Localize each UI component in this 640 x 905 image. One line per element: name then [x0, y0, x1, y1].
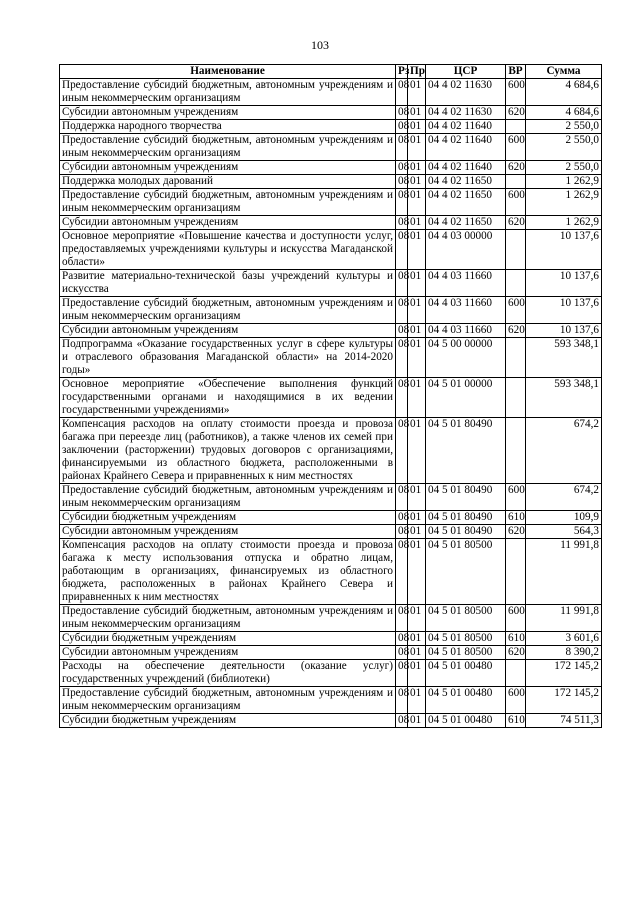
table-row: [60, 539, 602, 605]
cell-rz: 08: [396, 714, 408, 728]
cell-sum: 674,2: [526, 418, 602, 484]
cell-pr: 01: [408, 230, 426, 270]
cell-pr: 01: [408, 418, 426, 484]
cell-pr: 01: [408, 189, 426, 216]
cell-pr: 01: [408, 79, 426, 106]
cell-vr: [506, 120, 526, 134]
cell-sum: 172 145,2: [526, 660, 602, 687]
cell-rz: 08: [396, 175, 408, 189]
cell-vr: 620: [506, 216, 526, 230]
cell-pr: 01: [408, 378, 426, 418]
cell-rz: 08: [396, 484, 408, 511]
cell-rz: 08: [396, 378, 408, 418]
cell-pr: 01: [408, 646, 426, 660]
cell-csr: 04 4 03 11660: [426, 297, 506, 324]
cell-pr: 01: [408, 324, 426, 338]
cell-csr: 04 4 02 11640: [426, 120, 506, 134]
table-row: [60, 189, 602, 216]
cell-csr: 04 4 02 11650: [426, 216, 506, 230]
cell-csr: 04 4 02 11630: [426, 79, 506, 106]
cell-rz: 08: [396, 646, 408, 660]
table-row: [60, 216, 602, 230]
cell-csr: 04 5 00 00000: [426, 338, 506, 378]
cell-csr: 04 5 01 80490: [426, 511, 506, 525]
cell-csr: 04 4 02 11640: [426, 161, 506, 175]
cell-pr: 01: [408, 106, 426, 120]
cell-name: Основное мероприятие «Обеспечение выполнения функций государственными органами и находящимися в их ведении государственными учреждениями»: [60, 378, 396, 418]
cell-pr: 01: [408, 175, 426, 189]
table-row: [60, 120, 602, 134]
table-row: [60, 161, 602, 175]
cell-sum: 674,2: [526, 484, 602, 511]
cell-sum: 10 137,6: [526, 324, 602, 338]
cell-name: Предоставление субсидий бюджетным, автономным учреждениям и иным некоммерческим организациям: [60, 79, 396, 106]
table-row: [60, 418, 602, 484]
cell-vr: [506, 175, 526, 189]
header-rz: Рз: [396, 65, 408, 79]
cell-sum: 4 684,6: [526, 106, 602, 120]
cell-csr: 04 5 01 00000: [426, 378, 506, 418]
table-header-row: [60, 65, 602, 79]
cell-pr: 01: [408, 660, 426, 687]
cell-vr: 600: [506, 134, 526, 161]
cell-pr: 01: [408, 297, 426, 324]
table-row: [60, 175, 602, 189]
cell-name: Компенсация расходов на оплату стоимости проезда и провоза багажа при переезде лиц (работников), а также членов их семей при заключении (расторжении) трудовых договоров с организациями, финансируемыми из областного бюджета, расположенными в районах Крайнего Севера и приравненных к ним местностях: [60, 418, 396, 484]
cell-vr: 610: [506, 714, 526, 728]
cell-sum: 10 137,6: [526, 230, 602, 270]
cell-csr: 04 4 02 11630: [426, 106, 506, 120]
cell-rz: 08: [396, 270, 408, 297]
cell-vr: 610: [506, 511, 526, 525]
cell-sum: 1 262,9: [526, 175, 602, 189]
cell-sum: 3 601,6: [526, 632, 602, 646]
page-number: 103: [311, 38, 329, 52]
cell-rz: 08: [396, 539, 408, 605]
cell-rz: 08: [396, 230, 408, 270]
cell-sum: 11 991,8: [526, 539, 602, 605]
cell-name: Основное мероприятие «Повышение качества и доступности услуг, предоставляемых учреждениями культуры и искусства Магаданской области»: [60, 230, 396, 270]
cell-vr: 620: [506, 525, 526, 539]
cell-rz: 08: [396, 338, 408, 378]
cell-csr: 04 4 02 11650: [426, 189, 506, 216]
cell-sum: 564,3: [526, 525, 602, 539]
cell-sum: 2 550,0: [526, 120, 602, 134]
cell-sum: 1 262,9: [526, 189, 602, 216]
table-row: [60, 270, 602, 297]
cell-sum: 74 511,3: [526, 714, 602, 728]
table-row: [60, 134, 602, 161]
table-row: [60, 511, 602, 525]
cell-pr: 01: [408, 525, 426, 539]
cell-sum: 4 684,6: [526, 79, 602, 106]
cell-name: Предоставление субсидий бюджетным, автономным учреждениям и иным некоммерческим организациям: [60, 687, 396, 714]
header-sum: Сумма: [526, 65, 602, 79]
cell-name: Расходы на обеспечение деятельности (оказание услуг) государственных учреждений (библиотеки): [60, 660, 396, 687]
cell-vr: 620: [506, 324, 526, 338]
cell-vr: 600: [506, 189, 526, 216]
cell-pr: 01: [408, 511, 426, 525]
cell-rz: 08: [396, 134, 408, 161]
table-row: [60, 297, 602, 324]
cell-name: Поддержка молодых дарований: [60, 175, 396, 189]
cell-vr: [506, 418, 526, 484]
cell-pr: 01: [408, 270, 426, 297]
cell-rz: 08: [396, 120, 408, 134]
cell-vr: 600: [506, 687, 526, 714]
table-row: [60, 338, 602, 378]
cell-name: Субсидии автономным учреждениям: [60, 106, 396, 120]
cell-rz: 08: [396, 297, 408, 324]
cell-pr: 01: [408, 539, 426, 605]
cell-vr: 620: [506, 161, 526, 175]
cell-vr: [506, 270, 526, 297]
cell-rz: 08: [396, 660, 408, 687]
table-row: [60, 646, 602, 660]
cell-rz: 08: [396, 511, 408, 525]
cell-vr: 600: [506, 79, 526, 106]
cell-rz: 08: [396, 161, 408, 175]
cell-vr: [506, 539, 526, 605]
cell-vr: 600: [506, 297, 526, 324]
cell-sum: 10 137,6: [526, 270, 602, 297]
header-name: Наименование: [60, 65, 396, 79]
cell-vr: 620: [506, 646, 526, 660]
cell-name: Субсидии автономным учреждениям: [60, 324, 396, 338]
cell-csr: 04 5 01 00480: [426, 714, 506, 728]
cell-vr: 600: [506, 484, 526, 511]
table-row: [60, 660, 602, 687]
cell-sum: 109,9: [526, 511, 602, 525]
cell-rz: 08: [396, 605, 408, 632]
header-csr: ЦСР: [426, 65, 506, 79]
table-row: [60, 484, 602, 511]
cell-sum: 2 550,0: [526, 134, 602, 161]
cell-csr: 04 5 01 00480: [426, 660, 506, 687]
cell-csr: 04 5 01 80490: [426, 525, 506, 539]
cell-sum: 172 145,2: [526, 687, 602, 714]
cell-name: Подпрограмма «Оказание государственных услуг в сфере культуры и отраслевого образования Магаданской области» на 2014-2020 годы»: [60, 338, 396, 378]
cell-csr: 04 5 01 80500: [426, 646, 506, 660]
cell-sum: 593 348,1: [526, 378, 602, 418]
cell-name: Предоставление субсидий бюджетным, автономным учреждениям и иным некоммерческим организациям: [60, 605, 396, 632]
cell-name: Предоставление субсидий бюджетным, автономным учреждениям и иным некоммерческим организациям: [60, 297, 396, 324]
cell-name: Развитие материально-технической базы учреждений культуры и искусства: [60, 270, 396, 297]
cell-vr: [506, 338, 526, 378]
cell-name: Субсидии бюджетным учреждениям: [60, 511, 396, 525]
cell-rz: 08: [396, 79, 408, 106]
cell-rz: 08: [396, 189, 408, 216]
cell-pr: 01: [408, 484, 426, 511]
cell-pr: 01: [408, 338, 426, 378]
cell-name: Предоставление субсидий бюджетным, автономным учреждениям и иным некоммерческим организациям: [60, 189, 396, 216]
cell-csr: 04 5 01 00480: [426, 687, 506, 714]
cell-name: Предоставление субсидий бюджетным, автономным учреждениям и иным некоммерческим организациям: [60, 484, 396, 511]
cell-pr: 01: [408, 161, 426, 175]
table-row: [60, 632, 602, 646]
budget-table: [59, 64, 602, 728]
cell-csr: 04 4 02 11650: [426, 175, 506, 189]
cell-rz: 08: [396, 418, 408, 484]
cell-csr: 04 5 01 80490: [426, 484, 506, 511]
cell-name: Поддержка народного творчества: [60, 120, 396, 134]
table-row: [60, 605, 602, 632]
table-body: [60, 79, 602, 728]
cell-name: Субсидии бюджетным учреждениям: [60, 632, 396, 646]
table-row: [60, 687, 602, 714]
cell-csr: 04 5 01 80500: [426, 605, 506, 632]
cell-name: Предоставление субсидий бюджетным, автономным учреждениям и иным некоммерческим организациям: [60, 134, 396, 161]
cell-csr: 04 4 03 11660: [426, 324, 506, 338]
cell-rz: 08: [396, 216, 408, 230]
cell-name: Субсидии автономным учреждениям: [60, 646, 396, 660]
table-row: [60, 525, 602, 539]
cell-sum: 8 390,2: [526, 646, 602, 660]
cell-rz: 08: [396, 324, 408, 338]
cell-pr: 01: [408, 605, 426, 632]
cell-sum: 10 137,6: [526, 297, 602, 324]
cell-pr: 01: [408, 120, 426, 134]
cell-rz: 08: [396, 687, 408, 714]
cell-pr: 01: [408, 134, 426, 161]
cell-rz: 08: [396, 525, 408, 539]
cell-name: Субсидии автономным учреждениям: [60, 216, 396, 230]
cell-pr: 01: [408, 687, 426, 714]
cell-rz: 08: [396, 106, 408, 120]
table-row: [60, 106, 602, 120]
cell-csr: 04 5 01 80500: [426, 632, 506, 646]
cell-pr: 01: [408, 632, 426, 646]
cell-sum: 1 262,9: [526, 216, 602, 230]
table-row: [60, 79, 602, 106]
table-row: [60, 378, 602, 418]
cell-csr: 04 4 02 11640: [426, 134, 506, 161]
cell-vr: 610: [506, 632, 526, 646]
cell-name: Субсидии автономным учреждениям: [60, 161, 396, 175]
cell-csr: 04 5 01 80490: [426, 418, 506, 484]
cell-name: Субсидии бюджетным учреждениям: [60, 714, 396, 728]
table-row: [60, 230, 602, 270]
cell-pr: 01: [408, 714, 426, 728]
cell-rz: 08: [396, 632, 408, 646]
cell-sum: 11 991,8: [526, 605, 602, 632]
header-vr: ВР: [506, 65, 526, 79]
cell-vr: [506, 230, 526, 270]
cell-vr: 600: [506, 605, 526, 632]
cell-vr: [506, 378, 526, 418]
table-row: [60, 714, 602, 728]
cell-sum: 593 348,1: [526, 338, 602, 378]
cell-name: Компенсация расходов на оплату стоимости проезда и провоза багажа к месту использования отпуска и обратно лицам, работающим в организациях, финансируемых из областного бюджета, расположенных в районах Крайнего Севера и приравненных к ним местностях: [60, 539, 396, 605]
header-pr: Пр: [408, 65, 426, 79]
cell-csr: 04 4 03 00000: [426, 230, 506, 270]
cell-csr: 04 5 01 80500: [426, 539, 506, 605]
cell-name: Субсидии автономным учреждениям: [60, 525, 396, 539]
table-row: [60, 324, 602, 338]
cell-vr: [506, 660, 526, 687]
cell-csr: 04 4 03 11660: [426, 270, 506, 297]
cell-vr: 620: [506, 106, 526, 120]
cell-sum: 2 550,0: [526, 161, 602, 175]
cell-pr: 01: [408, 216, 426, 230]
